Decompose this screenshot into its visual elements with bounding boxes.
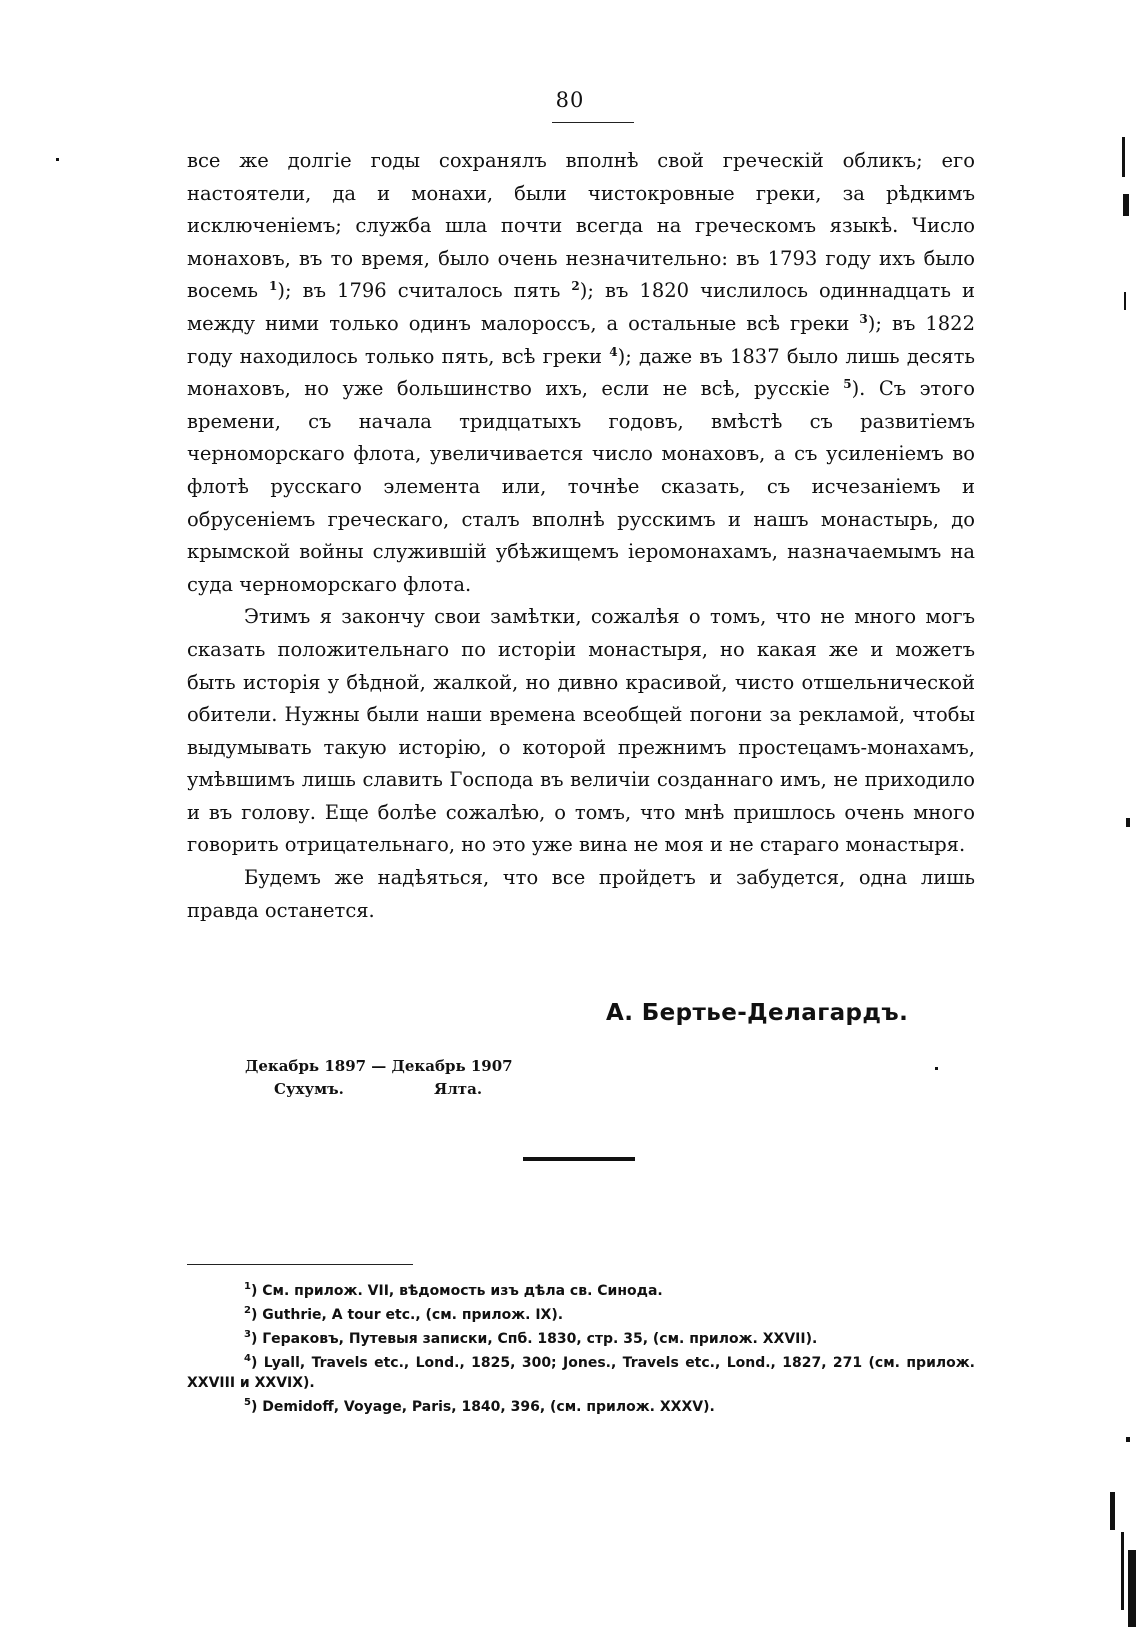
paragraph-p2 [187,601,975,862]
dateline [245,1055,513,1101]
end-rule [523,1157,635,1161]
paragraph-text: Будемъ же надѣяться, что все пройдетъ и забудется, одна лишь правда останется. [187,866,975,922]
footnotes [187,1281,975,1421]
paragraph-text: ). Съ этого времени, съ начала тридцатыхъ годовъ, вмѣстѣ съ развитіемъ черноморскаго флота, увеличивается число монаховъ, а съ усиленіемъ во флотѣ русскаго элемента или, точнѣе сказать, съ исчезаніемъ и обрусеніемъ греческаго, сталъ вполнѣ русскимъ и нашъ монастырь, до крымской войны служившій убѣжищемъ іеромонахамъ, назначаемымъ на суда черноморскаго флота. [187,377,975,596]
footnote-text: ) Гераковъ, Путевыя записки, Спб. 1830, стр. 35, (см. прилож. XXVII). [250,1331,818,1347]
footnote-reference: 5 [843,377,852,392]
footnote [187,1281,975,1301]
scan-mark [1126,1437,1130,1442]
paragraph-p1 [187,145,975,601]
scan-mark [1128,1550,1136,1627]
paragraph-text: ); въ 1820 числилось одиннадцать и между ними только одинъ малороссъ, а остальные всѣ греки [187,279,975,335]
scan-mark [1121,1532,1124,1610]
footnote-reference: 1 [269,279,278,294]
scan-mark [1124,292,1126,310]
footnote [187,1397,975,1417]
footnote-separator [187,1264,413,1265]
page-number: 80 [555,88,585,112]
footnote-mark: 5 [244,1397,251,1408]
footnote-mark: 1 [244,1281,251,1292]
paragraph-text: Этимъ я закончу свои замѣтки, сожалѣя о томъ, что не много могъ сказать положительнаго по исторіи монастыря, но какая же и можетъ быть исторія у бѣдной, жалкой, но дивно красивой, чисто отшельнической обители. Нужны были наши времена всеобщей погони за рекламой, чтобы выдумывать такую исторію, о которой прежнимъ простецамъ-монахамъ, умѣвшимъ лишь славить Господа въ величіи созданнаго имъ, не приходило и въ голову. Еще болѣе сожалѣю, о томъ, что мнѣ пришлось очень много говорить отрицательнаго, но это уже вина не моя и не стараго монастыря. [187,605,975,857]
footnote-reference: 2 [571,279,580,294]
footnote [187,1305,975,1325]
dateline-dates: Декабрь 1897 — Декабрь 1907 [245,1057,513,1075]
footnote-mark: 2 [244,1305,251,1316]
body-text [187,145,975,927]
dateline-place-start: Сухумъ. [274,1080,344,1098]
footnote-text: ) Demidoff, Voyage, Paris, 1840, 396, (см. прилож. XXXV). [250,1399,715,1415]
footnote [187,1353,975,1393]
footnote-reference: 4 [609,344,618,359]
paragraph-p3 [187,862,975,927]
scan-mark [1123,194,1129,216]
paragraph-text: все же долгіе годы сохранялъ вполнѣ свой греческій обликъ; его настоятели, да и монахи, были чистокровные греки, за рѣдкимъ исключеніемъ; служба шла почти всегда на греческомъ языкѣ. Число монаховъ, въ то время, было очень незначительно: въ 1793 году ихъ было восемь [187,149,975,303]
dateline-place-end: Ялта. [434,1080,483,1098]
footnote-text: ) Guthrie, A tour etc., (см. прилож. IX). [250,1307,564,1323]
scan-mark [1110,1492,1115,1530]
footnote-text: ) См. прилож. VII, вѣдомость изъ дѣла св. Синода. [250,1283,663,1299]
paragraph-text: ); въ 1822 году находилось только пять, всѣ греки [187,311,975,368]
scan-mark [935,1067,938,1070]
paragraph-text: ); въ 1796 считалось пять [277,279,572,303]
footnote-mark: 3 [244,1329,251,1340]
paragraph-text: ); даже въ 1837 было лишь десять монаховъ, но уже большинство ихъ, если не всѣ, русскіе [187,344,975,401]
footnote-reference: 3 [859,311,868,326]
footnote-mark: 4 [244,1353,251,1364]
footnote [187,1329,975,1349]
scan-mark [1126,818,1130,827]
footnote-text: ) Lyall, Travels etc., Lond., 1825, 300; Jones., Travels etc., Lond., 1827, 271 (см. прилож. XXVIII и XXVIX). [187,1355,975,1391]
scan-mark [1122,137,1125,177]
page-number-underline [552,122,634,123]
scan-mark [56,158,59,161]
author-signature: А. Бертье-Делагардъ. [606,1000,909,1026]
